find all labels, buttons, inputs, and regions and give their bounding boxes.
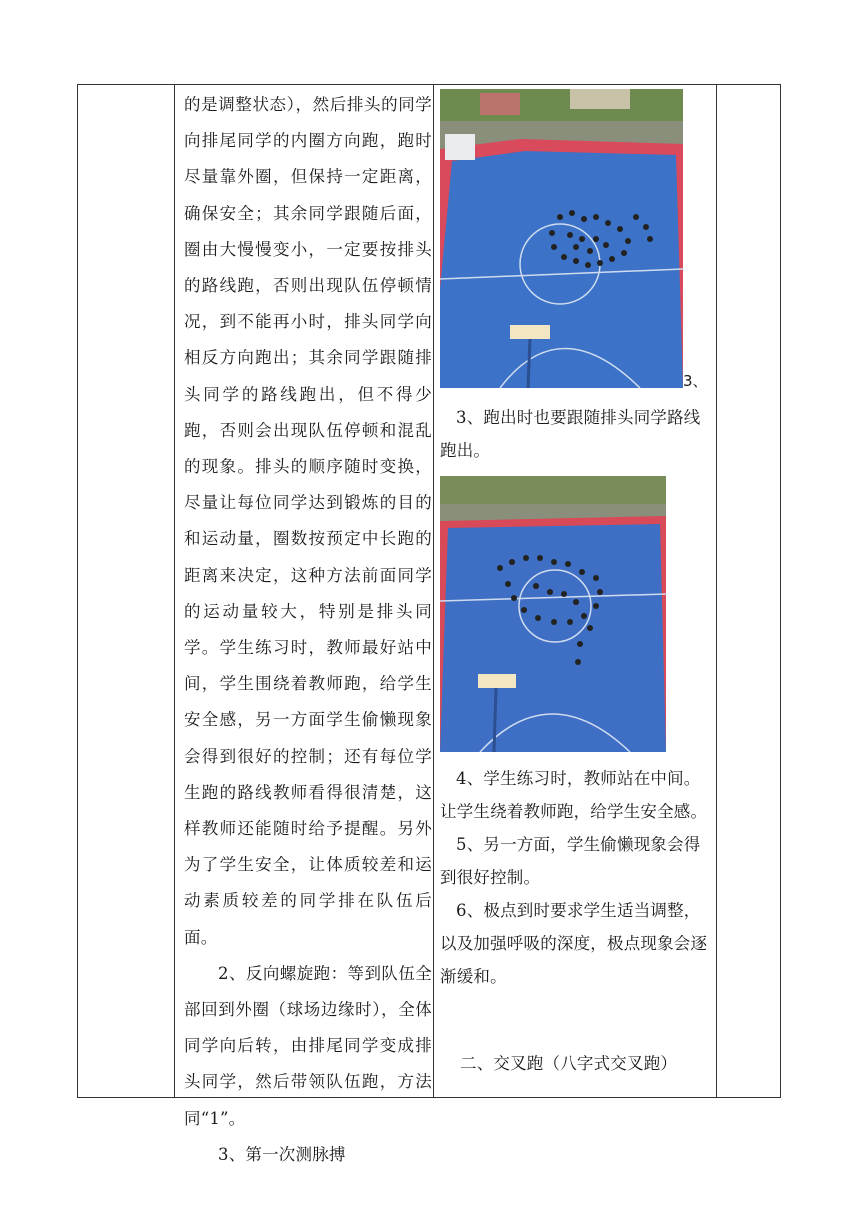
section-heading-cross-run [440,1047,712,1080]
column-divider-2 [433,85,434,1097]
note-5-prevent-slacking: 5、另一方面，学生偷懒现象会得到很好控制。 [440,835,701,887]
note-4-teacher-center: 4、学生练习时，教师站在中间。让学生绕着教师跑，给学生安全感。 [440,769,708,821]
column-divider-1 [174,85,175,1097]
lesson-plan-table [77,84,781,1164]
method-description-cell [184,87,432,1173]
spiral-run-paragraph: 的是调整状态），然后排头的同学向排尾同学的内圈方向跑，跑时尽量靠外圈，但保持一定距离，确保安全；其余同学跟随后面，圈由大慢慢变小，一定要按排头的路线跑，否则出现队伍停顿情况，到不能再小时，排头同学向相反方向跑出；其余同学跟随排头同学的路线跑出，但不得少跑，否则会出现队伍停顿和混乱的现象。排头的顺序随时变换，尽量让每位同学达到锻炼的目的和运动量，圈数按预定中长跑的距离来决定，这种方法前面同学的运动量较大，特别是排头同学。学生练习时，教师最好站中间，学生围绕着教师跑，给学生安全感，另一方面学生偷懒现象会得到很好的控制；还有每位学生跑的路线教师看得很清楚，这样教师还能随时给予提醒。另外为了学生安全，让体质较差和运动素质较差的同学排在队伍后面。 [184,95,432,947]
court-surface [440,151,683,388]
cross-run-heading: 二、交叉跑（八字式交叉跑） [460,1054,678,1073]
spiral-run-photo-1 [440,89,683,388]
notes-block-2 [440,762,712,993]
photo-1-caption-prefix: 3、 [683,372,708,390]
reverse-spiral-run-paragraph: 2、反向螺旋跑：等到队伍全部回到外圈（球场边缘时），全体同学向后转，由排尾同学变成排头同学，然后带领队伍跑，方法同“1”。 [184,963,432,1128]
notes-block-1 [440,401,710,467]
note-6-extreme-point: 6、极点到时要求学生适当调整，以及加强呼吸的深度，极点现象会逐渐缓和。 [440,901,708,986]
column-divider-3 [716,85,717,1097]
court-surface [440,524,666,752]
first-pulse-check-paragraph: 3、第一次测脉搏 [218,1144,346,1164]
spiral-run-photo-2 [440,476,666,752]
note-3-follow-leader: 3、跑出时也要跟随排头同学路线跑出。 [440,408,701,460]
